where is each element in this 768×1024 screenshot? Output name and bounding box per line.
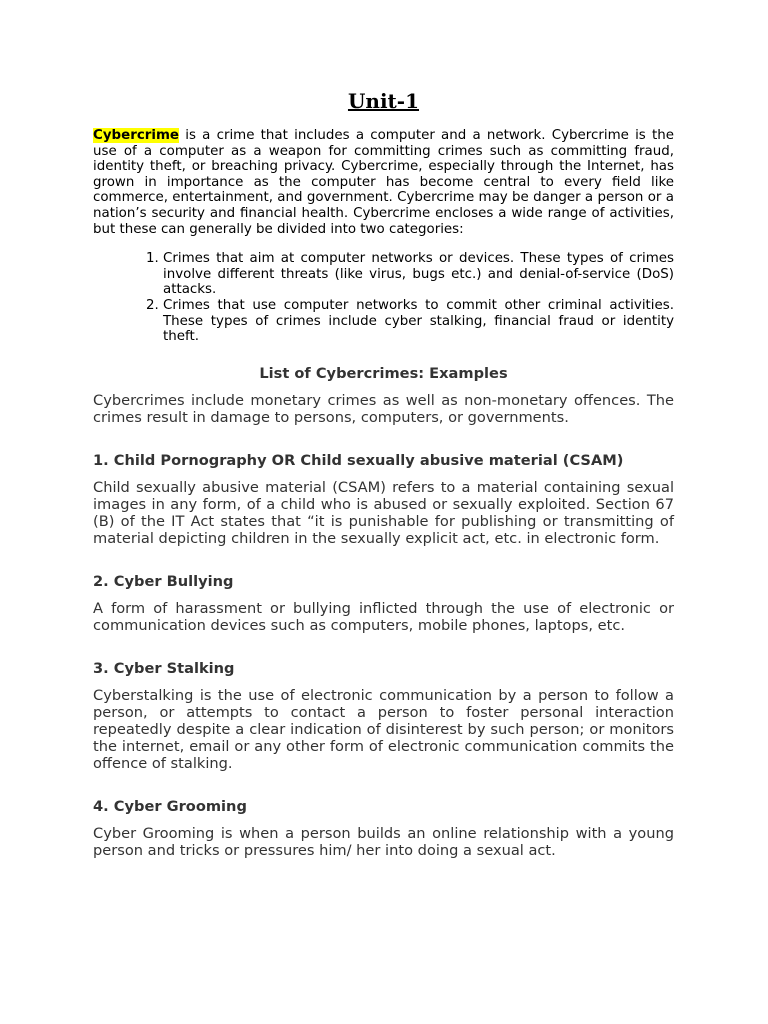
section-heading-csam: 1. Child Pornography OR Child sexually abusive material (CSAM) bbox=[93, 451, 624, 469]
list-intro-paragraph: Cybercrimes include monetary crimes as well as non-monetary offences. The crimes result in damage to persons, computers, or governments. bbox=[93, 391, 674, 426]
section-body-csam: Child sexually abusive material (CSAM) refers to a material containing sexual images in any form, of a child who is abused or sexually exploited. Section 67 (B) of the IT Act states that “it is punishable for publishing or transmitting of material depicting children in the sexually explicit act, etc. in electronic form. bbox=[93, 478, 674, 547]
section-body-cyber-bullying: A form of harassment or bullying inflicted through the use of electronic or communication devices such as computers, mobile phones, laptops, etc. bbox=[93, 599, 674, 634]
intro-paragraph bbox=[93, 128, 674, 237]
page-title: Unit-1 bbox=[347, 89, 420, 113]
list-item: 1. Crimes that aim at computer networks or devices. These types of crimes involve different threats (like virus, bugs etc.) and denial-of-service (DoS) attacks. bbox=[163, 251, 674, 298]
section-heading-cyber-grooming: 4. Cyber Grooming bbox=[93, 797, 247, 815]
section-body-cyber-grooming: Cyber Grooming is when a person builds an online relationship with a young person and tricks or pressures him/ her into doing a sexual act. bbox=[93, 824, 674, 859]
document-content bbox=[93, 88, 674, 859]
crime-categories-list bbox=[93, 251, 674, 345]
list-heading: List of Cybercrimes: Examples bbox=[259, 364, 508, 382]
highlighted-term: Cybercrime bbox=[93, 128, 179, 143]
section-body-cyber-stalking: Cyberstalking is the use of electronic communication by a person to follow a person, or attempts to contact a person to foster personal interaction repeatedly despite a clear indication of disinterest by such person; or monitors the internet, email or any other form of electronic communication commits the offence of stalking. bbox=[93, 686, 674, 772]
list-item: 2. Crimes that use computer networks to commit other criminal activities. These types of crimes include cyber stalking, financial fraud or identity theft. bbox=[163, 298, 674, 345]
intro-text: is a crime that includes a computer and a network. Cybercrime is the use of a computer as a weapon for committing crimes such as committing fraud, identity theft, or breaching privacy. Cybercrime, especially through the Internet, has grown in importance as the computer has become central to every field like commerce, entertainment, and government. Cybercrime may be danger a person or a nation’s security and financial health. Cybercrime encloses a wide range of activities, but these can generally be divided into two categories: bbox=[93, 128, 674, 237]
section-heading-cyber-bullying: 2. Cyber Bullying bbox=[93, 572, 234, 590]
section-heading-cyber-stalking: 3. Cyber Stalking bbox=[93, 659, 235, 677]
